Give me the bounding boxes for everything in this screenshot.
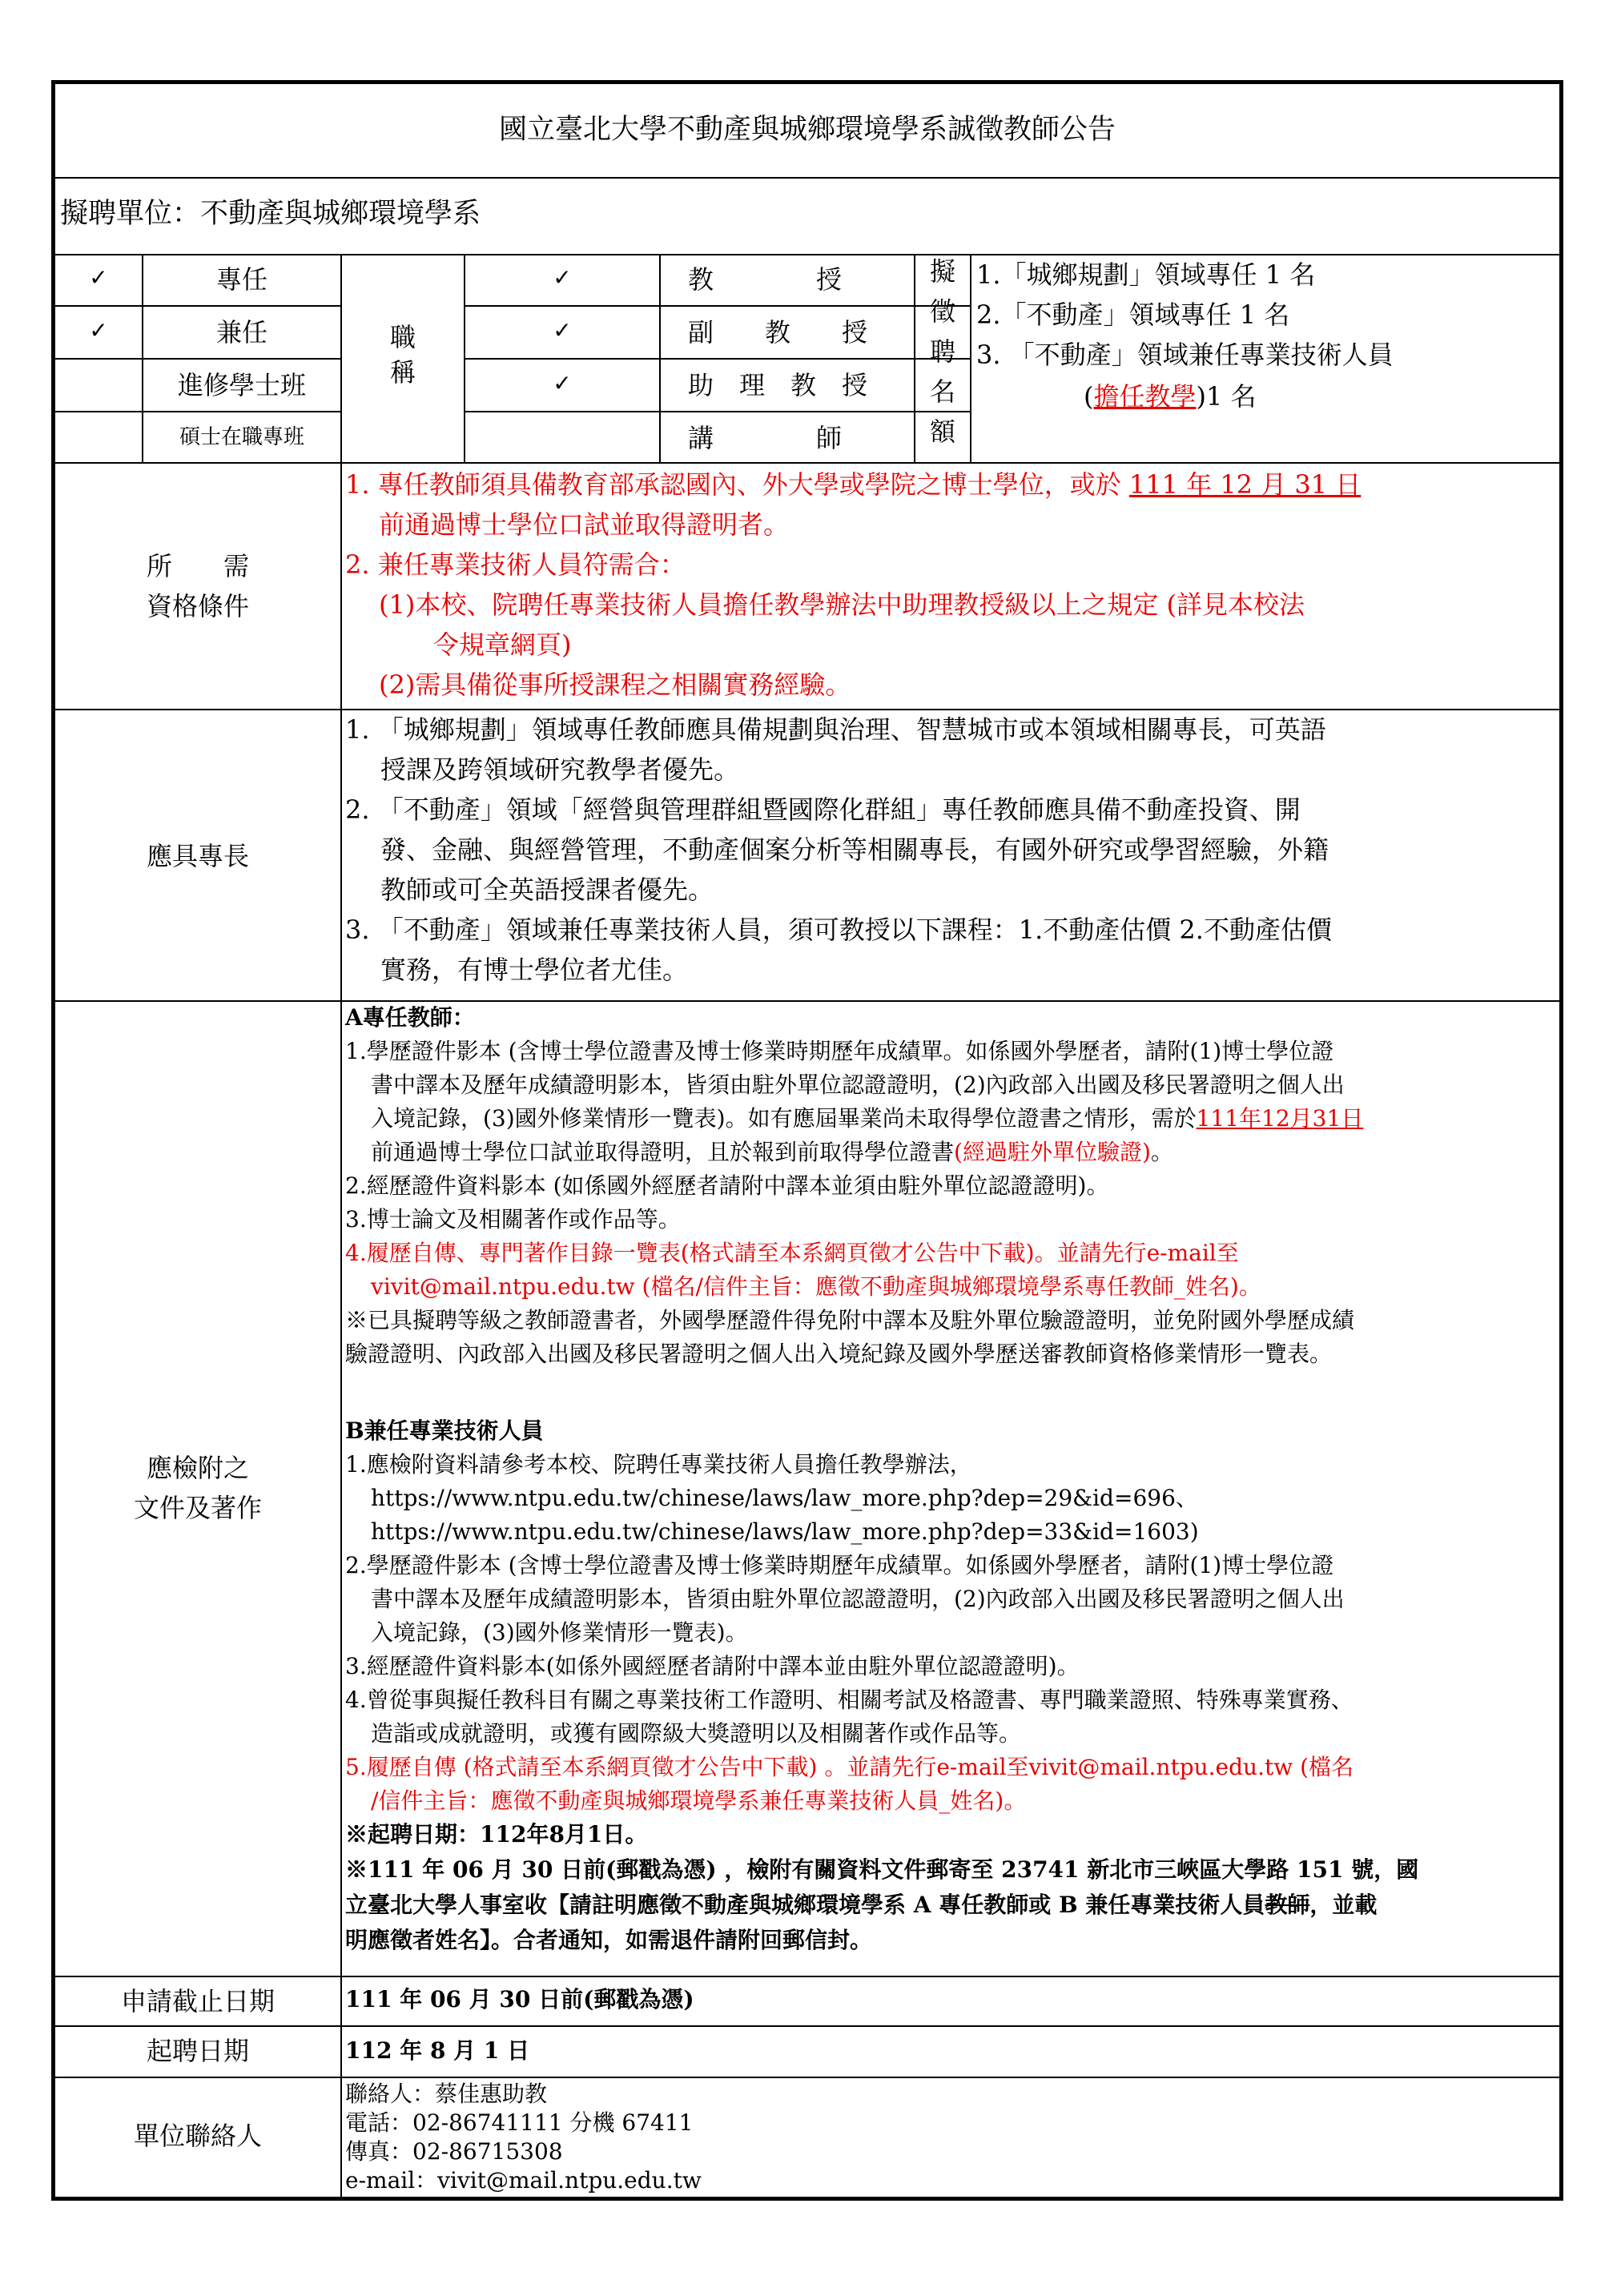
expertise-line: 3. 「不動產」領域兼任專業技術人員，須可教授以下課程：1.不動產估價 2.不動產估價 (345, 915, 1332, 945)
checkmark: ✓ (553, 264, 572, 291)
expertise-line: 實務，有博士學位者尤佳。 (380, 955, 689, 985)
checkmark: ✓ (89, 264, 108, 291)
grid-line (464, 305, 970, 307)
checkmark: ✓ (89, 317, 108, 344)
employment-type-evening: 進修學士班 (177, 370, 306, 400)
expertise-line: 發、金融、與經營管理，不動產個案分析等相關專長，有國外研究或學習經驗，外籍 (380, 834, 1329, 865)
doc-line: 2.學歷證件影本 (含博士學位證書及博士修業時期歷年成績單。如係國外學歷者，請附(1)博士學位證 (345, 1552, 1334, 1578)
doc-line: 5.履歷自傳 (格式請至本系網頁徵才公告中下載) 。並請先行e-mail至vivit@mail.ntpu.edu.tw (檔名 (345, 1754, 1354, 1780)
grid-line (340, 254, 342, 2197)
quota-line: 1.「城鄉規劃」領域專任 1 名 (976, 259, 1316, 290)
start-label: 起聘日期 (146, 2036, 249, 2066)
doc-line: 4.曾從事與擬任教科目有關之專業技術工作證明、相關考試及格證書、專門職業證照、特殊專業實務、 (345, 1687, 1354, 1713)
expertise-label: 應具專長 (146, 841, 249, 871)
doc-line: 前通過博士學位口試並取得證明，且於報到前取得學位證書(經過駐外單位驗證)。 (371, 1139, 1173, 1165)
quota-label: 擬 (929, 256, 955, 287)
section-a-heading: A專任教師： (345, 1004, 475, 1031)
qualification-line: 1. 專任教師須具備教育部承認國內、外大學或學院之博士學位，或於 111 年 12 月 31 日 (345, 469, 1362, 500)
doc-line: 3.經歷證件資料影本(如係外國經歷者請附中譯本並由駐外單位認證證明)。 (345, 1653, 1080, 1679)
doc-line: 入境記錄，(3)國外修業情形一覽表)。 (371, 1619, 748, 1646)
rank-label: 稱 (389, 357, 416, 388)
grid-line (55, 2077, 1559, 2078)
expertise-line: 授課及跨領域研究教學者優先。 (380, 754, 740, 785)
mailing-note: 立臺北大學人事室收【請註明應徵不動產與城鄉環境學系 A 專任教師或 B 兼任專業技術人員教師，並載 (345, 1892, 1378, 1918)
start-value: 112 年 8 月 1 日 (345, 2037, 530, 2064)
mailing-note: 明應徵者姓名】。合者通知，如需退件請附回郵信封。 (345, 1927, 873, 1953)
grid-line (55, 358, 340, 360)
start-date-note: ※起聘日期：112年8月1日。 (345, 1821, 648, 1848)
doc-line: 1.應檢附資料請參考本校、院聘任專業技術人員擔任教學辦法， (345, 1451, 972, 1478)
employment-type-master: 碩士在職專班 (179, 425, 304, 449)
rank-assistant-professor: 助 理 教 授 (688, 370, 868, 400)
deadline-label: 申請截止日期 (120, 1986, 275, 2017)
qualification-line: (1)本校、院聘任專業技術人員擔任教學辦法中助理教授級以上之規定 (詳見本校法 (379, 589, 1305, 620)
deadline-value: 111 年 06 月 30 日前(郵戳為憑) (345, 1986, 694, 2013)
rank-label: 職 (389, 322, 416, 352)
doc-line: 2.經歷證件資料影本 (如係國外經歷者請附中譯本並須由駐外單位認證證明)。 (345, 1172, 1109, 1199)
documents-label: 應檢附之 (146, 1453, 249, 1483)
quota-label: 額 (929, 416, 955, 447)
doc-link: https://www.ntpu.edu.tw/chinese/laws/law_more.php?dep=29&id=696、 (371, 1485, 1198, 1511)
checkmark: ✓ (553, 317, 572, 344)
quota-line: 3. 「不動產」領域兼任專業技術人員 (976, 340, 1394, 370)
doc-line: 造詣或成就證明，或獲有國際級大獎證明以及相關著作或作品等。 (371, 1720, 1022, 1747)
employment-type-parttime: 兼任 (215, 317, 267, 348)
quota-line: (擔任教學)1 名 (1084, 381, 1257, 412)
hiring-unit: 擬聘單位：不動產與城鄉環境學系 (60, 198, 481, 230)
qualification-line: 前通過博士學位口試並取得證明者。 (379, 509, 790, 540)
grid-line (464, 411, 970, 412)
quota-label: 徵 (929, 296, 955, 327)
doc-line: ※已具擬聘等級之教師證書者，外國學歷證件得免附中譯本及駐外單位驗證證明，並免附國外學歷成績 (345, 1307, 1355, 1333)
doc-link: https://www.ntpu.edu.tw/chinese/laws/law_more.php?dep=33&id=1603) (371, 1518, 1199, 1545)
grid-line (659, 254, 661, 462)
grid-line (55, 1976, 1559, 1977)
rank-associate-professor: 副 教 授 (688, 317, 868, 348)
doc-line: 4.履歷自傳、專門著作目錄一覽表(格式請至本系網頁徵才公告中下載)。並請先行e-mail至 (345, 1240, 1239, 1266)
grid-line (55, 177, 1559, 179)
doc-line: 3.博士論文及相關著作或作品等。 (345, 1206, 681, 1232)
qualifications-label: 資格條件 (146, 591, 249, 621)
contact-line: 傳真：02-86715308 (345, 2138, 563, 2165)
qualification-line: (2)需具備從事所授課程之相關實務經驗。 (379, 669, 851, 700)
contact-line: 電話：02-86741111 分機 67411 (345, 2109, 694, 2136)
checkmark: ✓ (553, 370, 572, 396)
mailing-note: ※111 年 06 月 30 日前(郵戳為憑) ，檢附有關資料文件郵寄至 23741 新北市三峽區大學路 151 號，國 (345, 1856, 1419, 1883)
expertise-line: 1. 「城鄉規劃」領域專任教師應具備規劃與治理、智慧城市或本領域相關專長，可英語 (345, 714, 1326, 745)
doc-line: 書中譯本及歷年成績證明影本，皆須由駐外單位認證證明，(2)內政部入出國及移民署證明之個人出 (371, 1072, 1345, 1098)
grid-line (55, 709, 1559, 710)
section-b-heading: B兼任專業技術人員 (345, 1417, 544, 1444)
employment-type-fulltime: 專任 (215, 264, 267, 295)
contact-line: 聯絡人：蔡佳惠助教 (345, 2081, 548, 2107)
qualifications-label: 所 需 (146, 551, 249, 581)
doc-line: /信件主旨：應徵不動產與城鄉環境學系兼任專業技術人員_姓名)。 (371, 1787, 1027, 1814)
documents-label: 文件及著作 (133, 1493, 262, 1523)
rank-professor: 教 授 (688, 264, 843, 295)
expertise-line: 2. 「不動產」領域「經營與管理群組暨國際化群組」專任教師應具備不動產投資、開 (345, 794, 1301, 825)
qualification-line: 令規章網頁) (433, 629, 572, 660)
doc-line: 入境記錄，(3)國外修業情形一覽表)。如有應屆畢業尚未取得學位證書之情形，需於111年12月31日 (371, 1105, 1364, 1132)
quota-label: 名 (929, 376, 955, 407)
grid-line (970, 254, 971, 462)
grid-line (55, 462, 1559, 464)
doc-line: 1.學歷證件影本 (含博士學位證書及博士修業時期歷年成績單。如係國外學歷者，請附(1)博士學位證 (345, 1038, 1334, 1064)
doc-line: 驗證證明、內政部入出國及移民署證明之個人出入境紀錄及國外學歷送審教師資格修業情形一覽表。 (345, 1341, 1333, 1367)
qualification-line: 2. 兼任專業技術人員符需合： (345, 549, 686, 580)
doc-line: 書中譯本及歷年成績證明影本，皆須由駐外單位認證證明，(2)內政部入出國及移民署證明之個人出 (371, 1586, 1345, 1612)
grid-line (464, 358, 970, 360)
doc-line: vivit@mail.ntpu.edu.tw (檔名/信件主旨：應徵不動產與城鄉環境學系專任教師_姓名)。 (371, 1273, 1261, 1300)
contact-line: e-mail：vivit@mail.ntpu.edu.tw (345, 2167, 702, 2193)
grid-line (55, 2025, 1559, 2027)
page-title: 國立臺北大學不動產與城鄉環境學系誠徵教師公告 (498, 114, 1116, 146)
grid-line (55, 1000, 1559, 1002)
contact-label: 單位聯絡人 (133, 2121, 262, 2151)
grid-line (55, 411, 340, 412)
quota-label: 聘 (929, 336, 955, 367)
rank-lecturer: 講 師 (688, 423, 843, 453)
announcement-table (51, 80, 1563, 2201)
grid-line (55, 305, 340, 307)
grid-line (55, 254, 1559, 255)
expertise-line: 教師或可全英語授課者優先。 (380, 875, 714, 905)
quota-line: 2.「不動產」領域專任 1 名 (976, 300, 1290, 330)
